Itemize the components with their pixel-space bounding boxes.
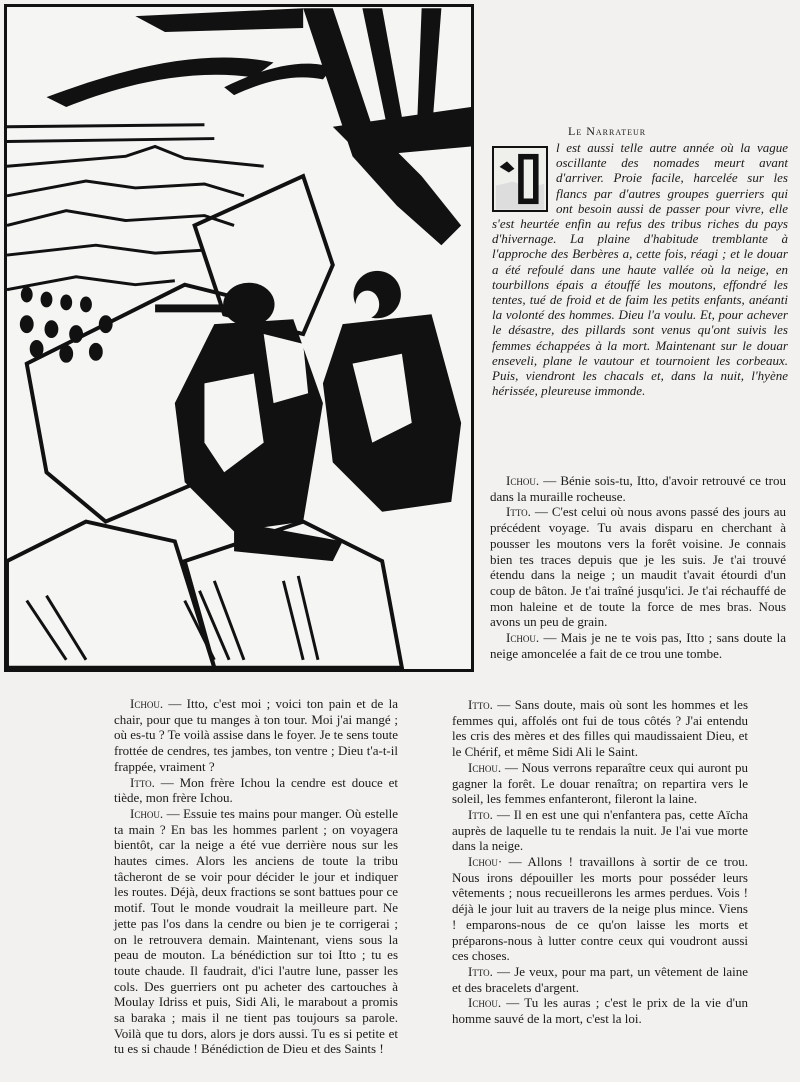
dialogue-line [452, 760, 748, 807]
dialogue-text: — Essuie tes mains pour manger. Où estelle ta main ? En bas les hommes parlent ; on voyagera bientôt, car la neige a été vue derrière nous sur les hautes cimes. Alors les anciens de toute la tribu tâcheront de se voir pour décider le jour et indiquer les routes. Déjà, deux fractions se sont battues pour ce motif. Tout le monde voudrait la meilleure part. Ne jette pas l'os dans la cendre ou bien je te corrigerai ; on le retrouvera demain. Maintenant, viens sous la peau de mouton. La bénédiction sur toi Itto ; tu es toute chaude. Il faudrait, d'ici l'autre lune, passer les cols. Des guerriers ont pu acheter des cartouches à Moulay Idriss et puis, Sidi Ali, le marabout a promis sa baraka ; mais il ne tient pas toujours sa parole. Voilà que tu dors, alors je dors aussi. Tu es si petite et tu es si chaude ! Bénédiction de Dieu et des Saints ! [114, 805, 398, 1057]
speaker-name: Itto. [130, 774, 155, 790]
speaker-name: Itto. [468, 806, 493, 822]
dialogue-line [490, 504, 786, 630]
section-heading: Le Narrateur [568, 124, 647, 138]
dialogue-text: — Nous verrons reparaître ceux qui auront pu gagner la forêt. Le douar renaîtra; on repartira vers le soleil, les femmes enfanteront, fileront la laine. [452, 759, 748, 807]
dialogue-text: — C'est celui où nous avons passé des jours au précédent voyage. Tu avais disparu en cherchant à pousser les moutons vers la forêt voisine. Je connais bien tes traces depuis que je les suis. Je t'ai trouvé étendu dans la neige ; un maudit t'avait étourdi d'un coup de bâton. Je t'ai traîné jusqu'ici. Je t'ai réchauffé de mon haleine et de toute la force de mes bras. Nous avons un peu de grain. [490, 504, 786, 630]
speaker-name: Itto. [506, 504, 531, 520]
speaker-name: Ichou. [130, 696, 164, 711]
dialogue-text: — Itto, c'est moi ; voici ton pain et de la chair, pour que tu manges à ton tour. Moi j'ai mangé ; où es-tu ? Te voilà assise dans le foyer. Je te sens toute frottée de cendres, tes jambes, ton ventre ; Dieu t'a-t-il frappée, vraiment ? [114, 696, 398, 774]
dialogue-text: — Tu les auras ; c'est le prix de la vie d'un homme sauvé de la mort, c'est la loi. [452, 995, 748, 1027]
speaker-name: Itto. [468, 963, 493, 979]
speaker-name: Itto. [468, 697, 493, 712]
dialogue-text: — Sans doute, mais où sont les hommes et les femmes qui, affolés ont fui de tous côtés ? J'ai entendu les cris des mères et des filles qui maudissaient Dieu, et le Chérif, et même Sidi Ali le Saint. [452, 697, 748, 760]
speaker-name: Ichou. [506, 630, 540, 646]
dropcap-spacer [492, 140, 552, 216]
dialogue-text: — Je veux, pour ma part, un vêtement de laine et des bracelets d'argent. [452, 963, 748, 995]
woodcut-svg [7, 7, 471, 669]
dialogue-line [490, 473, 786, 504]
narrator-text: l est aussi telle autre année où la vague oscillante des nomades meurt avant d'arriver. Proie facile, harcelée sur les flancs par d'autres groupes guerriers qui ont besoin aussi de passer pour vivre, elle s'est heurtée enfin au refus des tribus riches du pays d'hivernage. La plaine d'habitude tremblante à l'approche des Berbères a, cette fois, réagi ; et le douar a été refoulé dans une haute vallée où la neige, en tourbillons épais a étouffé les moutons, effondré les tentes, tué de froid et de faim les petits enfants, anéanti la volonté des hommes. Dieu l'a voulu. Et, pour achever le désastre, des pillards sont venus qu'ont suivis les femmes échappées à la mort. Maintenant sur le douar enseveli, plane le vautour et tournoient les corbeaux. Puis, viendront les chacals et, dans la nuit, l'hyène hérissée, pleureuse immonde. [492, 140, 788, 399]
dialogue-text: — Il en est une qui n'enfantera pas, cette Aïcha auprès de laquelle tu te rendais la nuit. Je l'ai vue morte dans la neige. [452, 806, 748, 854]
dialogue-line [452, 995, 748, 1026]
speaker-name: Ichou. [468, 759, 502, 775]
speaker-name: Ichou· [468, 854, 503, 870]
dialogue-text: — Allons ! travaillons à sortir de ce trou. Nous irons dépouiller les morts pour posséder leurs vêtements ; nous recueillerons les armes perdues. Vois ! déjà le jour luit au travers de la neige plus mince. Viens ! emparons-nous de ce qu'on laisse les morts et préparons-nous à lutter contre ceux qui voudront aussi ces choses. [452, 854, 748, 964]
narrator-paragraph [492, 140, 788, 398]
dialogue-text: — Mon frère Ichou la cendre est douce et tiède, mon frère Ichou. [114, 774, 398, 806]
dialogue-line [452, 854, 748, 964]
dialogue-column-right [490, 473, 786, 661]
dialogue-line [452, 964, 748, 995]
dialogue-line [114, 696, 398, 775]
dialogue-line [452, 807, 748, 854]
speaker-name: Ichou. [506, 473, 540, 488]
dialogue-line [114, 806, 398, 1057]
dialogue-line [490, 630, 786, 661]
dialogue-line [452, 697, 748, 760]
dialogue-column-bottom-left [114, 696, 398, 1057]
dialogue-column-bottom-right [452, 697, 748, 1027]
dialogue-line [114, 775, 398, 806]
woodcut-illustration [4, 4, 474, 672]
speaker-name: Ichou. [130, 805, 164, 821]
dialogue-text: — Mais je ne te vois pas, Itto ; sans doute la neige amoncelée a fait de ce trou une tombe. [490, 630, 786, 661]
dialogue-text: — Bénie sois-tu, Itto, d'avoir retrouvé ce trou dans la muraille rocheuse. [490, 473, 786, 504]
speaker-name: Ichou. [468, 995, 502, 1011]
